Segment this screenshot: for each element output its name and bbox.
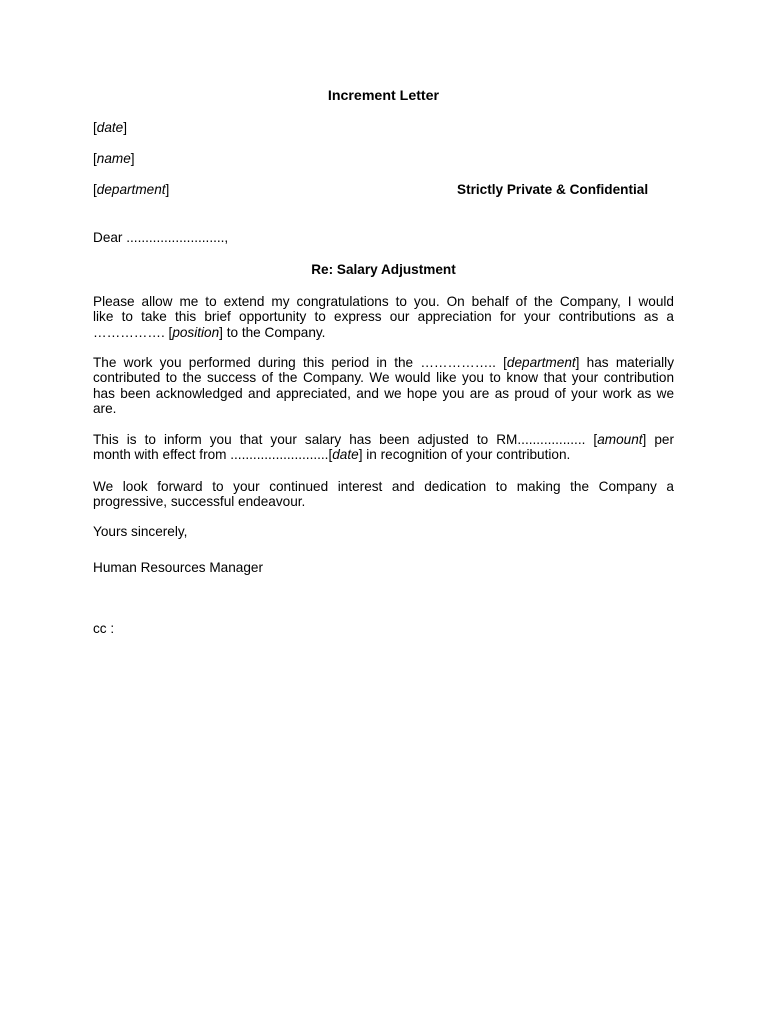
letter-title: Increment Letter [327, 88, 440, 104]
p1-line3: ……………. [position] to the Company. [93, 324, 326, 340]
p1-line2: like to take this brief opportunity to express our appreciation for your contributions as a [93, 309, 674, 325]
department-placeholder: department [96, 182, 166, 197]
paragraph-salary-adjustment [93, 432, 674, 463]
paragraph-look-forward [93, 479, 674, 510]
paragraph-work-performed [93, 355, 674, 417]
confidential-label: Strictly Private & Confidential [457, 182, 649, 197]
p2-line3: has been acknowledged and appreciated, and we hope you are as proud of your work as we [93, 385, 674, 401]
department-placeholder-inline: department [506, 355, 576, 370]
salutation: Dear .........................., [93, 230, 229, 245]
p1-line1: Please allow me to extend my congratulations to you. On behalf of the Company, I would [93, 294, 674, 309]
name-field: [name] [93, 151, 135, 166]
p3-line1: This is to inform you that your salary has been adjusted to RM.................. [amount] per [93, 432, 674, 447]
paragraph-congratulations [93, 294, 674, 340]
p4-line1: We look forward to your continued interest and dedication to making the Company a [93, 479, 674, 494]
subject-line: Re: Salary Adjustment [311, 262, 456, 277]
date-field: [date] [93, 120, 128, 135]
p2-line1: The work you performed during this period in the …………….. [department] has materially [93, 355, 674, 370]
p4-line2: progressive, successful endeavour. [93, 494, 306, 510]
name-placeholder: name [96, 151, 131, 166]
cc-label: cc : [93, 621, 115, 636]
p3-line2: month with effect from ..........................[date] in recognition of your contribution. [93, 447, 571, 463]
closing: Yours sincerely, [93, 524, 188, 539]
p2-line4: are. [93, 401, 117, 417]
p2-line2: contributed to the success of the Company. We would like you to know that your contribution [93, 370, 674, 386]
date-placeholder: date [96, 120, 124, 135]
effective-date-placeholder: date [332, 447, 359, 463]
signatory: Human Resources Manager [93, 560, 264, 575]
department-field: [department] [93, 182, 170, 197]
amount-placeholder: amount [597, 432, 643, 447]
position-placeholder: position [172, 324, 220, 340]
letter-page [93, 0, 674, 1024]
